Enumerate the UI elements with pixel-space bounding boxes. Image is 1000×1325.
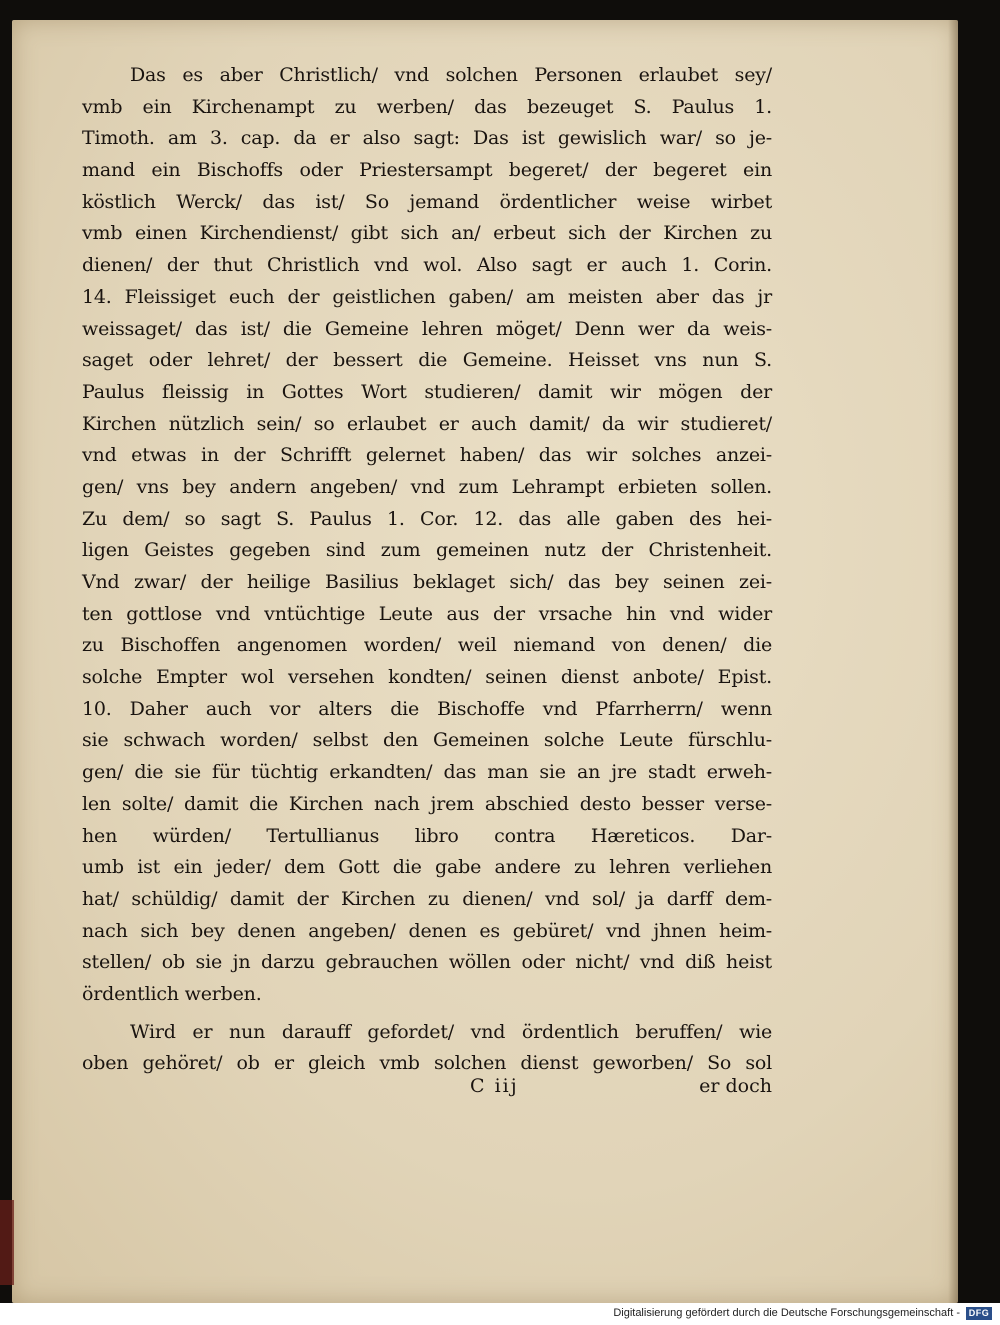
text-line: vmb einen Kirchendienst/ gibt sich an/ erbeut sich der Kirchen zu (82, 222, 772, 245)
red-edge-stain (0, 1200, 14, 1285)
text-line: gen/ vns bey andern angeben/ vnd zum Lehrampt erbieten sollen. (82, 475, 772, 498)
book-page (12, 20, 958, 1303)
text-line: hen würden/ Tertullianus libro contra Hæreticos. Dar- (82, 824, 772, 847)
text-line: ligen Geistes gegeben sind zum gemeinen nutz der Christenheit. (82, 539, 772, 562)
text-line: sie schwach worden/ selbst den Gemeinen solche Leute fürschlu- (82, 729, 772, 752)
text-line: 14. Fleissiget euch der geistlichen gaben/ am meisten aber das jr (82, 285, 772, 308)
text-line: gen/ die sie für tüchtig erkandten/ das man sie an jre stadt erweh- (82, 761, 772, 784)
text-line: Vnd zwar/ der heilige Basilius beklaget sich/ das bey seinen zei- (82, 571, 772, 593)
text-line: vmb ein Kirchenampt zu werben/ das bezeuget S. Paulus 1. (82, 95, 772, 118)
text-line: Wird er nun darauff gefordet/ vnd ördentlich beruffen/ wie (130, 1020, 772, 1043)
text-line: Kirchen nützlich sein/ so erlaubet er auch damit/ da wir studieret/ (82, 412, 772, 435)
text-line: ten gottlose vnd vntüchtige Leute aus der vrsache hin vnd wider (82, 602, 772, 625)
text-line: Das es aber Christlich/ vnd solchen Personen erlaubet sey/ (130, 64, 772, 86)
catchword: er doch (699, 1075, 772, 1097)
text-line: stellen/ ob sie jn darzu gebrauchen wöllen oder nicht/ vnd diß heist (82, 951, 772, 974)
text-line: nach sich bey denen angeben/ denen es gebüret/ vnd jhnen heim- (82, 919, 772, 942)
page-footer (82, 1070, 772, 1102)
credit-bar (0, 1303, 1000, 1325)
text-line: ördentlich werben. (82, 982, 262, 1005)
text-line: 10. Daher auch vor alters die Bischoffe vnd Pfarrherrn/ wenn (82, 697, 772, 720)
text-line: saget oder lehret/ der bessert die Gemeine. Heisset vns nun S. (82, 349, 772, 372)
text-line: zu Bischoffen angenomen worden/ weil niemand von denen/ die (82, 634, 772, 657)
page-edge-shadow (948, 20, 958, 1303)
text-line: hat/ schüldig/ damit der Kirchen zu dienen/ vnd sol/ ja darff dem- (82, 887, 772, 910)
text-line: Paulus fleissig in Gottes Wort studieren/ damit wir mögen der (82, 380, 772, 403)
text-line: umb ist ein jeder/ dem Gott die gabe andere zu lehren verliehen (82, 856, 772, 879)
text-line: oben gehöret/ ob er gleich vmb solchen dienst geworben/ So sol (82, 1052, 772, 1075)
text-line: solche Empter wol versehen kondten/ seinen dienst anbote/ Epist. (82, 666, 772, 689)
text-line: len solte/ damit die Kirchen nach jrem abschied desto besser verse- (82, 792, 772, 815)
text-line: Timoth. am 3. cap. da er also sagt: Das ist gewislich war/ so je- (82, 127, 772, 150)
text-line: Zu dem/ so sagt S. Paulus 1. Cor. 12. das alle gaben des hei- (82, 507, 772, 530)
text-line: weissaget/ das ist/ die Gemeine lehren möget/ Denn wer da weis- (82, 317, 772, 340)
body-text (82, 60, 772, 1080)
text-line: dienen/ der thut Christlich vnd wol. Also sagt er auch 1. Corin. (82, 254, 772, 277)
text-line: mand ein Bischoffs oder Priestersampt begeret/ der begeret ein (82, 159, 772, 182)
signature-mark: C iij (470, 1075, 519, 1097)
text-line: vnd etwas in der Schrifft gelernet haben/ das wir solches anzei- (82, 444, 772, 467)
text-line: köstlich Werck/ das ist/ So jemand ördentlicher weise wirbet (82, 190, 772, 213)
dfg-logo-icon: DFG (966, 1307, 992, 1320)
funding-credit: Digitalisierung gefördert durch die Deutsche Forschungsgemeinschaft - (613, 1307, 960, 1319)
